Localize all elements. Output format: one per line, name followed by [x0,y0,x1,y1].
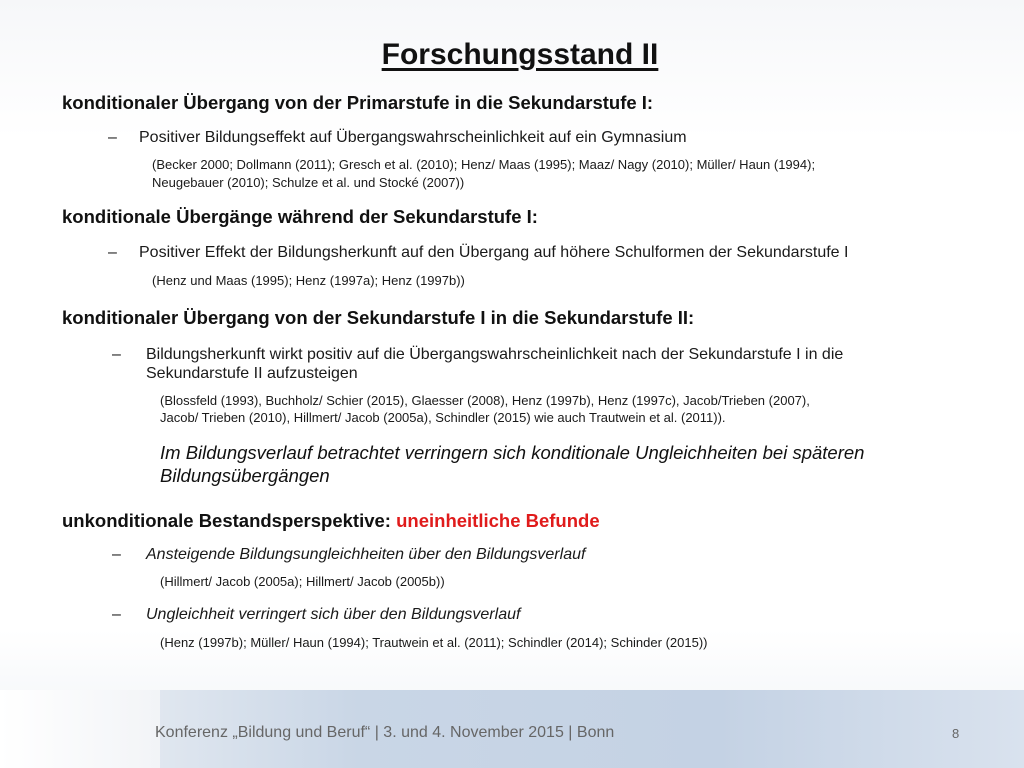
footer-conference-text: Konferenz „Bildung und Beruf“ | 3. und 4. November 2015 | Bonn [155,724,615,741]
section-3-point-line-2: Sekundarstufe II aufzusteigen [146,365,358,382]
bullet-dash: – [112,346,121,363]
section-2-point: Positiver Effekt der Bildungsherkunft auf den Übergang auf höhere Schulformen der Sekundarstufe I [139,244,849,261]
section-4-refs-a: (Hillmert/ Jacob (2005a); Hillmert/ Jacob (2005b)) [160,574,445,589]
conclusion-emphasis-line-2: Bildungsübergängen [160,465,330,486]
section-4-heading-prefix: unkonditionale Bestandsperspektive: [62,510,397,531]
section-4-point-a: Ansteigende Bildungsungleichheiten über den Bildungsverlauf [146,546,586,563]
section-3-refs-line-1: (Blossfeld (1993), Buchholz/ Schier (2015), Glaesser (2008), Henz (1997b), Henz (1997c), Jacob/Trieben (2007), [160,393,810,408]
section-heading-3: konditionaler Übergang von der Sekundarstufe I in die Sekundarstufe II: [62,307,695,328]
section-1-point: Positiver Bildungseffekt auf Übergangswahrscheinlichkeit auf ein Gymnasium [139,129,687,146]
section-1-refs-line-1: (Becker 2000; Dollmann (2011); Gresch et al. (2010); Henz/ Maas (1995); Maaz/ Nagy (2010); Müller/ Haun (1994); [152,157,816,172]
bullet-dash: – [112,546,121,563]
section-4-point-b: Ungleichheit verringert sich über den Bildungsverlauf [146,606,521,623]
section-heading-4 [62,510,600,532]
section-4-heading-highlight: uneinheitliche Befunde [396,510,600,531]
section-heading-1: konditionaler Übergang von der Primarstufe in die Sekundarstufe I: [62,92,654,113]
section-3-refs-line-2: Jacob/ Trieben (2010), Hillmert/ Jacob (2005a), Schindler (2015) wie auch Trautwein et al. (2011)). [160,410,726,425]
section-3-point-line-1: Bildungsherkunft wirkt positiv auf die Übergangswahrscheinlichkeit nach der Sekundarstufe I in die [146,346,844,363]
bullet-dash: – [108,129,117,146]
section-4-refs-b: (Henz (1997b); Müller/ Haun (1994); Trautwein et al. (2011); Schindler (2014); Schinder (2015)) [160,635,708,650]
section-2-refs: (Henz und Maas (1995); Henz (1997a); Henz (1997b)) [152,273,465,288]
slide-title: Forschungsstand II [381,38,659,71]
page-number: 8 [952,726,960,741]
conclusion-emphasis-line-1: Im Bildungsverlauf betrachtet verringern sich konditionale Ungleichheiten bei späteren [160,442,865,463]
bullet-dash: – [112,606,121,623]
footer-fade [0,690,160,768]
section-heading-2: konditionale Übergänge während der Sekundarstufe I: [62,206,538,227]
bullet-dash: – [108,244,117,261]
section-1-refs-line-2: Neugebauer (2010); Schulze et al. und Stocké (2007)) [152,175,465,190]
